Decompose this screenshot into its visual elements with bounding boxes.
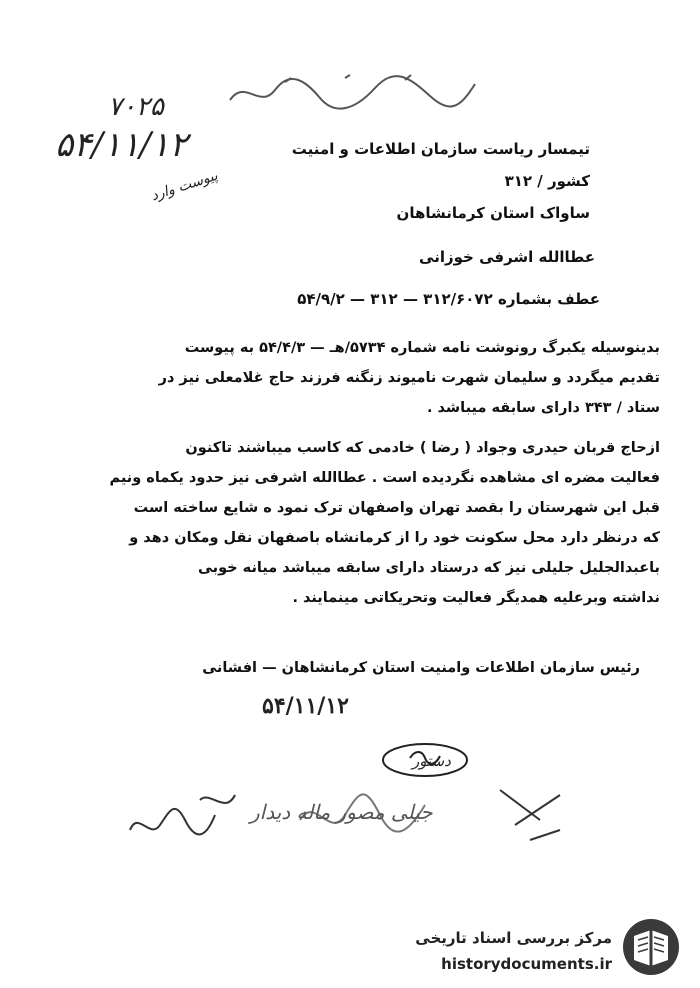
body-p1-line-1: بدینوسیله یکبرگ رونوشت نامه شماره ۵۷۳۴/هـ — ۵۴/۴/۳ به پیوست bbox=[184, 340, 660, 356]
body-p2-line-2: فعالیت مضره ای مشاهده نگردیده است . عطاالله اشرفی نیز حدود یکماه ونیم bbox=[109, 470, 660, 486]
header-office: تیمسار ریاست سازمان اطلاعات و امنیت bbox=[291, 140, 590, 158]
watermark-logo-icon bbox=[620, 916, 682, 978]
subject-reference: عطف بشماره ۳۱۲/۶۰۷۲ — ۳۱۲ — ۵۴/۹/۲ bbox=[297, 290, 600, 308]
body-p2-line-1: ازحاج قربان حیدری وجواد ( رضا ) خادمی که کاسب میباشند تاکنون bbox=[185, 440, 660, 456]
signature-handwritten-2: جیلی مصور ماله دیدار bbox=[250, 800, 433, 824]
margin-note: پیوست وارد bbox=[149, 167, 220, 205]
body-p1-line-3: ستاد / ۳۴۳ دارای سابقه میباشد . bbox=[426, 400, 660, 416]
margin-number: ۷۰۲۵ bbox=[108, 92, 164, 122]
signature-date: ۵۴/۱۱/۱۲ bbox=[262, 693, 349, 719]
watermark-url: historydocuments.ir bbox=[441, 955, 612, 973]
watermark-title: مرکز بررسی اسناد تاریخی bbox=[415, 929, 612, 947]
body-p2-line-6: نداشته وبرعلیه همدیگر فعالیت وتحریکاتی مینمایند . bbox=[292, 590, 660, 606]
body-p2-line-3: قبل این شهرستان را بقصد تهران واصفهان ترک نمود ه شایع ساخته است bbox=[133, 500, 660, 516]
body-p2-line-5: باعبدالجلیل جلیلی نیز که درستاد دارای سابقه میباشد میانه خوبی bbox=[197, 560, 660, 576]
handwritten-topline bbox=[225, 70, 480, 120]
body-p1-line-2: تقدیم میگردد و سلیمان شهرت نامیوند زنگنه فرزند حاج غلامعلی نیز در bbox=[158, 370, 660, 386]
header-country-ref: کشور / ۳۱۲ bbox=[504, 172, 590, 190]
header-from: ساواک استان کرمانشاهان bbox=[396, 204, 590, 222]
subject-name: عطاالله اشرفی خوزانی bbox=[419, 248, 595, 266]
body-p2-line-4: که درنظر دارد محل سکونت خود را از کرمانشاه باصفهان نقل ومکان دهد و bbox=[129, 530, 660, 546]
margin-date: ۵۴/۱۱/۱۲ bbox=[55, 125, 188, 165]
signature-title: رئیس سازمان اطلاعات وامنیت استان کرمانشاهان — افشانی bbox=[202, 660, 640, 676]
signature-handwritten-1: دستور bbox=[412, 752, 451, 770]
